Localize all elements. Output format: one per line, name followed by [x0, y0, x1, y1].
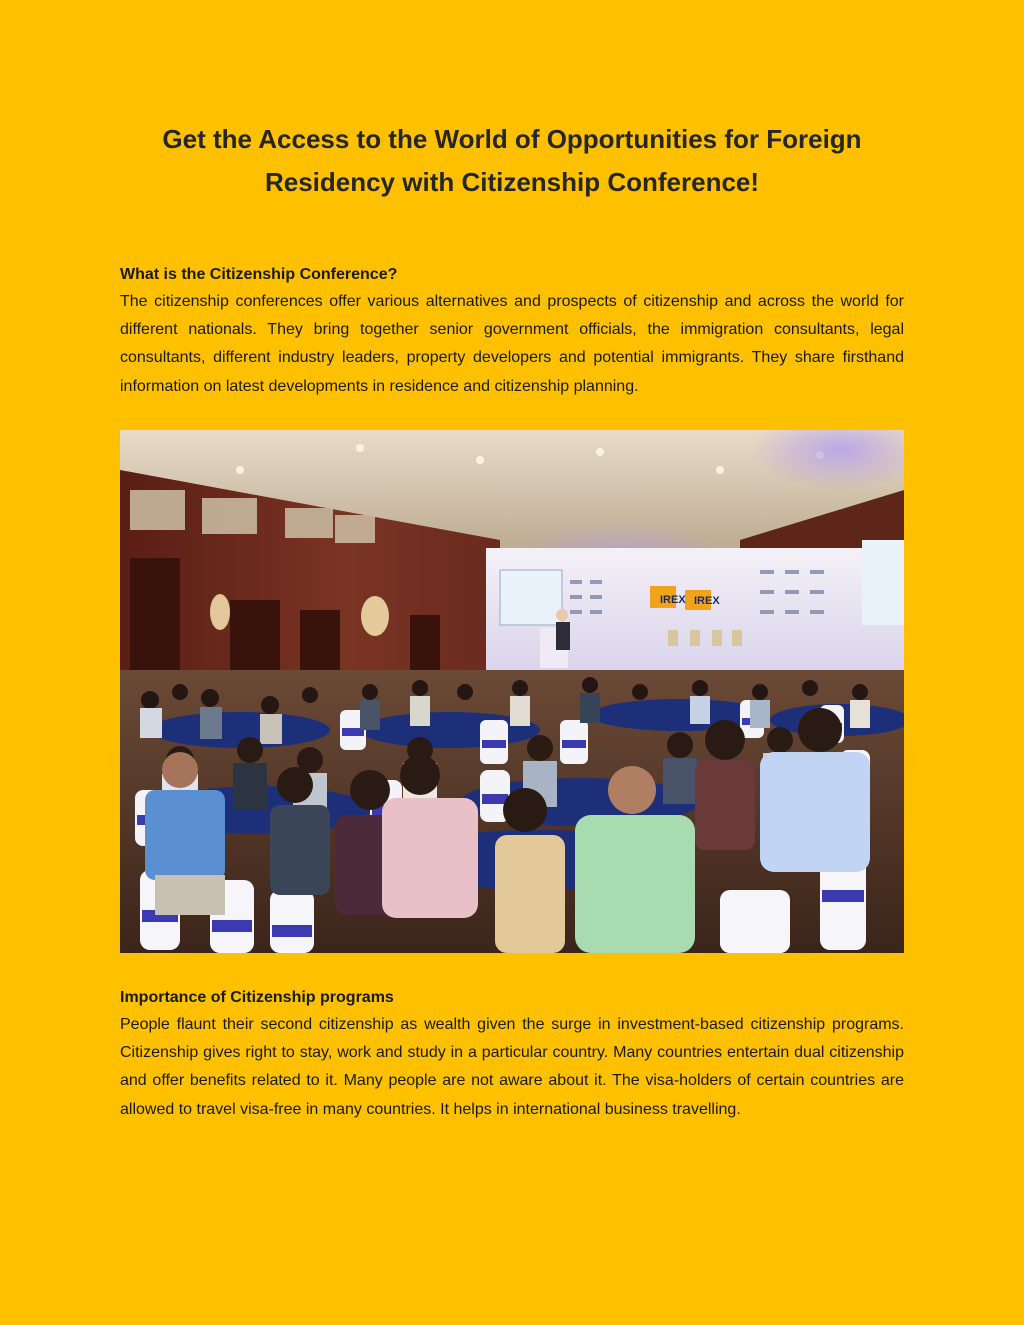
conference-photo: [120, 430, 904, 953]
stage-logo-left: IREX: [660, 594, 686, 606]
section-body-importance: People flaunt their second citizenship as wealth given the surge in investment-based citizenship programs. Citizenship gives right to stay, work and study in a particular country. Many countries entertain dual citizenship and offer benefits related to it. Many people are not aware about it. The visa-holders of certain countries are allowed to travel visa-free in many countries. It helps in international business travelling.: [120, 1016, 904, 1118]
conference-photo-illustration: [120, 430, 904, 953]
section-heading-importance: Importance of Citizenship programs: [120, 989, 394, 1006]
section-heading-what-is: What is the Citizenship Conference?: [120, 266, 398, 283]
stage-logo-right: IREX: [694, 595, 720, 607]
page-title: Get the Access to the World of Opportunities for Foreign Residency with Citizenship Conference!: [162, 124, 862, 197]
section-body-what-is: The citizenship conferences offer various alternatives and prospects of citizenship and across the world for different nationals. They bring together senior government officials, the immigration consultants, legal consultants, different industry leaders, property developers and potential immigrants. They share firsthand information on latest developments in residence and citizenship planning.: [120, 293, 904, 395]
